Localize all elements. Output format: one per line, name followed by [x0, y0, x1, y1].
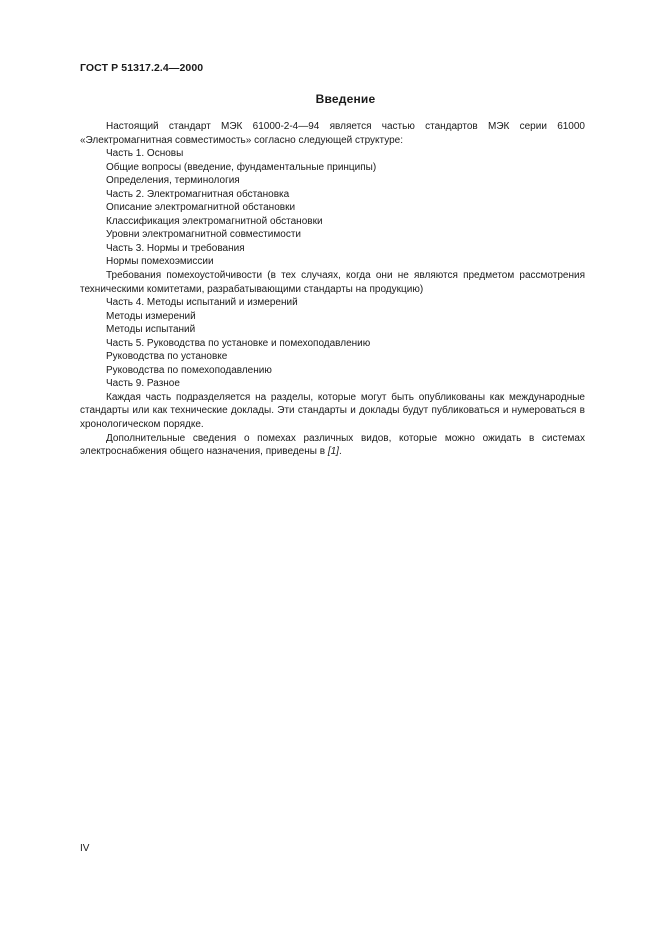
structure-line: Часть 3. Нормы и требования [106, 242, 245, 254]
structure-line: Методы испытаний [106, 324, 196, 336]
structure-line: Часть 9. Разное [106, 378, 180, 390]
structure-line: Нормы помехоэмиссии [106, 256, 214, 268]
structure-line: Часть 2. Электромагнитная обстановка [106, 188, 290, 200]
bibliography-reference[interactable]: [1] [327, 446, 339, 458]
structure-line: Уровни электромагнитной совместимости [106, 229, 301, 241]
structure-line: Описание электромагнитной обстановки [106, 202, 296, 214]
additional-info-text: Дополнительные сведения о помехах различных видов, которые можно ожидать в системах электроснабжения общего назначения, приведены в [80, 432, 585, 458]
additional-info-end: . [338, 446, 342, 458]
additional-info-paragraph [80, 432, 585, 459]
parts-paragraph: Каждая часть подразделяется на разделы, которые могут быть опубликованы как международные стандарты или как технические доклады. Эти стандарты и доклады будут публиковаться и нумероваться в хронологическом порядке. [80, 391, 585, 431]
structure-line: Требования помехоустойчивости (в тех случаях, когда они не являются предметом рассмотрения техническими комитетами, разрабатывающими стандарты на продукцию) [80, 270, 585, 295]
structure-line: Общие вопросы (введение, фундаментальные принципы) [106, 161, 377, 173]
structure-line: Часть 1. Основы [106, 148, 184, 160]
structure-line: Часть 5. Руководства по установке и помехоподавлению [106, 337, 371, 349]
intro-paragraph: Настоящий стандарт МЭК 61000-2-4—94 является частью стандартов МЭК серии 61000 «Электромагнитная совместимость» согласно следующей структуре: [80, 121, 585, 146]
structure-line: Часть 4. Методы испытаний и измерений [106, 297, 298, 309]
structure-line: Руководства по помехоподавлению [106, 364, 272, 376]
structure-line: Руководства по установке [106, 351, 228, 363]
structure-line: Классификация электромагнитной обстановки [106, 215, 323, 227]
page-number: IV [80, 843, 90, 854]
structure-line: Методы измерений [106, 310, 196, 322]
section-title: Введение [315, 92, 376, 106]
document-header: ГОСТ Р 51317.2.4—2000 [80, 62, 204, 74]
structure-line: Определения, терминология [106, 175, 240, 187]
body-text [80, 120, 585, 459]
